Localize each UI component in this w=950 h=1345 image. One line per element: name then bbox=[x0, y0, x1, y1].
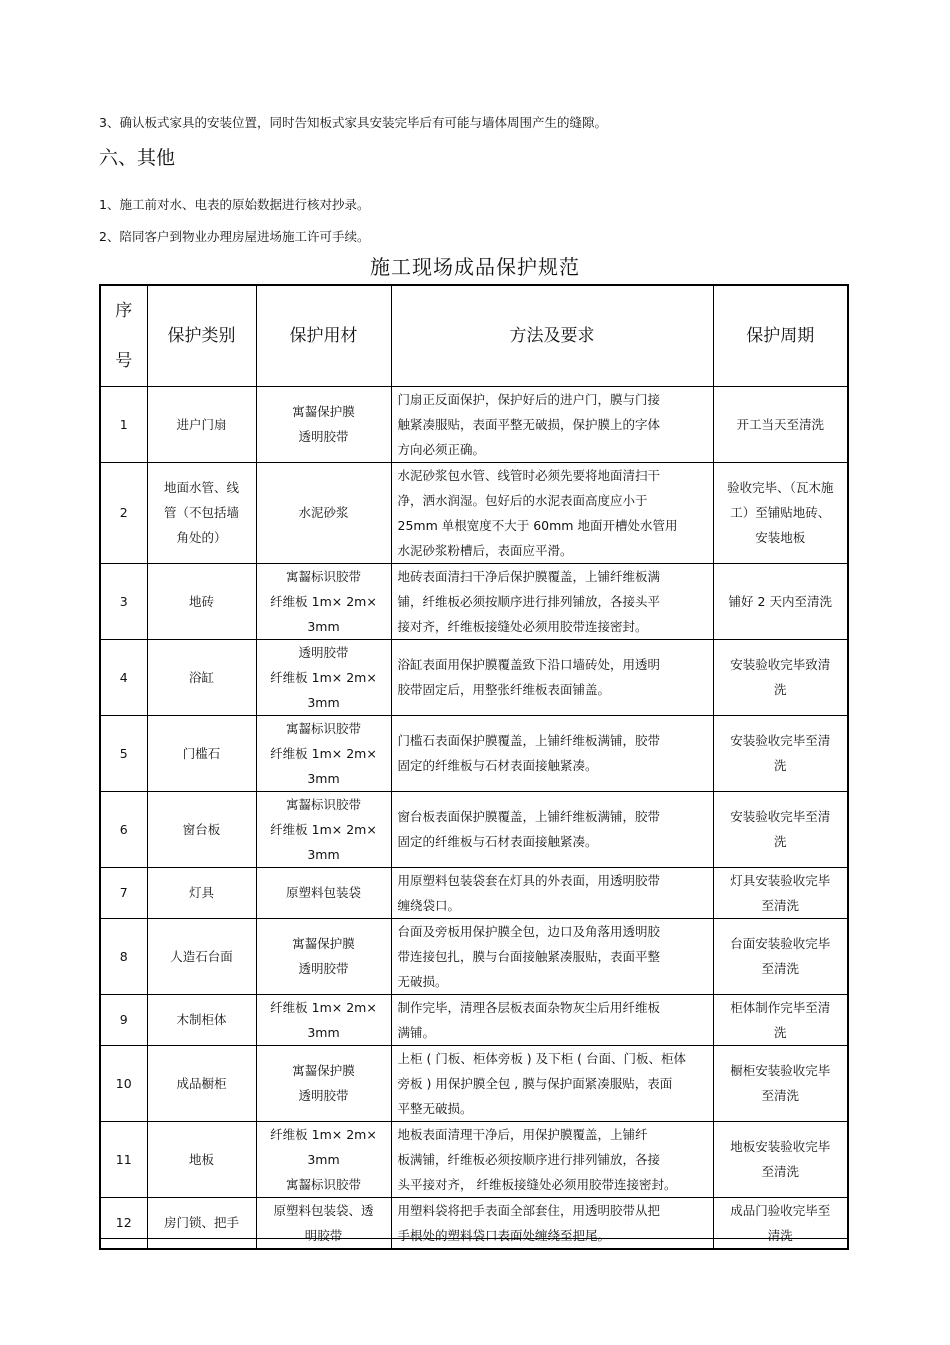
table-row bbox=[100, 639, 848, 715]
period-line: 开工当天至清洗 bbox=[736, 416, 824, 432]
table-row bbox=[100, 715, 848, 791]
period-line: 验收完毕、（瓦木施 bbox=[727, 480, 834, 495]
cell-method bbox=[391, 791, 713, 867]
category-line: 窗台板 bbox=[182, 821, 221, 837]
method-line: 固定的纤维板与石材表面接触紧凑。 bbox=[397, 758, 598, 773]
method-line: 固定的纤维板与石材表面接触紧凑。 bbox=[397, 834, 598, 849]
row-number: 5 bbox=[100, 715, 147, 791]
category-line: 木制柜体 bbox=[176, 1012, 227, 1027]
table-row bbox=[100, 791, 848, 867]
table-header-row bbox=[100, 285, 848, 386]
cell-method bbox=[391, 563, 713, 639]
material-line: 纤维板 1m× 2m× bbox=[270, 593, 377, 609]
method-line: 手根处的塑料袋口表面处缠绕至把尾。 bbox=[397, 1227, 611, 1243]
table-row bbox=[100, 867, 848, 918]
material-line: 明胶带 bbox=[304, 1227, 343, 1243]
bottom-rule bbox=[99, 1238, 847, 1239]
cell-period bbox=[713, 918, 848, 994]
material-line: 透明胶带 bbox=[298, 961, 349, 976]
cell-category bbox=[147, 563, 256, 639]
row-number: 6 bbox=[100, 791, 147, 867]
material-line: 纤维板 1m× 2m× bbox=[270, 999, 377, 1015]
header-material: 保护用材 bbox=[256, 285, 391, 386]
method-line: 满铺。 bbox=[397, 1024, 436, 1040]
category-line: 灯具 bbox=[188, 885, 214, 900]
row-number: 9 bbox=[100, 994, 147, 1045]
row-number: 12 bbox=[100, 1197, 147, 1249]
cell-category bbox=[147, 386, 256, 462]
method-line: 上柜 ( 门板、柜体旁板 ) 及下柜 ( 台面、门板、柜体 bbox=[397, 1050, 686, 1066]
cell-material bbox=[256, 386, 391, 462]
cell-period bbox=[713, 715, 848, 791]
row-number: 10 bbox=[100, 1045, 147, 1121]
cell-period bbox=[713, 867, 848, 918]
period-line: 安装验收完毕至清 bbox=[730, 733, 831, 748]
cell-category bbox=[147, 1045, 256, 1121]
period-line: 洗 bbox=[773, 758, 787, 773]
cell-period bbox=[713, 1045, 848, 1121]
period-line: 至清洗 bbox=[761, 897, 799, 913]
method-line: 用塑料袋将把手表面全部套住，用透明胶带从把 bbox=[397, 1202, 661, 1218]
material-line: 寓齧标识胶带 bbox=[285, 568, 361, 584]
cell-material bbox=[256, 1121, 391, 1197]
cell-material bbox=[256, 563, 391, 639]
header-no-line-1: 序 bbox=[115, 300, 133, 321]
method-line: 平整无破损。 bbox=[397, 1100, 473, 1116]
material-line: 透明胶带 bbox=[298, 644, 349, 660]
cell-material bbox=[256, 1045, 391, 1121]
table-row bbox=[100, 1045, 848, 1121]
header-category: 保护类别 bbox=[147, 285, 256, 386]
cell-category bbox=[147, 715, 256, 791]
cell-method bbox=[391, 1197, 713, 1249]
cell-period bbox=[713, 386, 848, 462]
method-line: 门槛石表面保护膜覆盖，上铺纤维板满铺，胶带 bbox=[397, 733, 661, 748]
material-line: 水泥砂浆 bbox=[298, 505, 349, 520]
intro-item-3: 3、确认板式家具的安装位置，同时告知板式家具安装完毕后有可能与墙体周围产生的缝隙。 bbox=[99, 115, 607, 130]
cell-method bbox=[391, 715, 713, 791]
cell-period bbox=[713, 1197, 848, 1249]
material-line: 3mm bbox=[307, 694, 340, 710]
category-line: 进户门扇 bbox=[176, 416, 227, 432]
cell-period bbox=[713, 639, 848, 715]
material-line: 3mm bbox=[307, 1024, 340, 1040]
period-line: 安装地板 bbox=[755, 530, 806, 545]
row-number: 4 bbox=[100, 639, 147, 715]
material-line: 3mm bbox=[307, 846, 340, 862]
method-line: 地砖表面清扫干净后保护膜覆盖，上铺纤维板满 bbox=[397, 568, 661, 584]
period-line: 洗 bbox=[773, 834, 787, 849]
cell-category bbox=[147, 1197, 256, 1249]
cell-period bbox=[713, 1121, 848, 1197]
period-line: 洗 bbox=[773, 1024, 787, 1040]
method-line: 用原塑料包装袋套在灯具的外表面，用透明胶带 bbox=[397, 872, 661, 888]
method-line: 头平接对齐， 纤维板接缝处必须用胶带连接密封。 bbox=[397, 1176, 677, 1192]
cell-category bbox=[147, 994, 256, 1045]
period-line: 安装验收完毕致清 bbox=[730, 657, 831, 672]
material-line: 纤维板 1m× 2m× bbox=[270, 745, 377, 761]
method-line: 浴缸表面用保护膜覆盖致下沿口墙砖处，用透明 bbox=[397, 657, 661, 672]
row-number: 2 bbox=[100, 462, 147, 563]
period-line: 洗 bbox=[773, 682, 787, 697]
method-line: 铺，纤维板必须按顺序进行排列铺放，各接头平 bbox=[397, 593, 661, 609]
table-row bbox=[100, 994, 848, 1045]
cell-category bbox=[147, 918, 256, 994]
row-number: 1 bbox=[100, 386, 147, 462]
period-line: 至清洗 bbox=[761, 1164, 799, 1179]
table-row bbox=[100, 1121, 848, 1197]
method-line: 旁板 ) 用保护膜全包 , 膜与保护面紧凑服贴，表面 bbox=[397, 1075, 673, 1091]
period-line: 地板安装验收完毕 bbox=[730, 1139, 831, 1154]
method-line: 水泥砂浆粉槽后，表面应平滑。 bbox=[397, 542, 573, 558]
method-line: 无破损。 bbox=[397, 973, 448, 989]
method-line: 触紧凑服贴，表面平整无破损，保护膜上的字体 bbox=[397, 416, 661, 432]
header-period: 保护周期 bbox=[713, 285, 848, 386]
period-line: 至清洗 bbox=[761, 1088, 799, 1103]
material-line: 原塑料包装袋 bbox=[285, 885, 361, 900]
period-line: 台面安装验收完毕 bbox=[730, 936, 831, 951]
table-row bbox=[100, 1197, 848, 1249]
header-method: 方法及要求 bbox=[391, 285, 713, 386]
period-line: 灯具安装验收完毕 bbox=[730, 872, 831, 888]
method-line: 净，洒水润湿。包好后的水泥表面高度应小于 bbox=[397, 492, 648, 508]
method-line: 台面及旁板用保护膜全包，边口及角落用透明胶 bbox=[397, 923, 661, 939]
cell-category bbox=[147, 791, 256, 867]
material-line: 3mm bbox=[307, 618, 340, 634]
method-line: 窗台板表面保护膜覆盖，上铺纤维板满铺，胶带 bbox=[397, 809, 661, 824]
method-line: 板满铺，纤维板必须按顺序进行排列铺放，各接 bbox=[397, 1151, 661, 1167]
material-line: 寓齧标识胶带 bbox=[285, 720, 361, 736]
cell-category bbox=[147, 1121, 256, 1197]
cell-period bbox=[713, 462, 848, 563]
cell-method bbox=[391, 386, 713, 462]
cell-method bbox=[391, 1045, 713, 1121]
cell-material bbox=[256, 639, 391, 715]
table-title: 施工现场成品保护规范 bbox=[370, 255, 580, 279]
period-line: 至清洗 bbox=[761, 961, 799, 976]
period-line: 柜体制作完毕至清 bbox=[730, 999, 831, 1015]
method-line: 门扇正反面保护，保护好后的进户门，膜与门接 bbox=[397, 391, 661, 407]
method-line: 地板表面清理干净后，用保护膜覆盖，上铺纤 bbox=[397, 1126, 648, 1142]
row-number: 11 bbox=[100, 1121, 147, 1197]
category-line: 人造石台面 bbox=[170, 948, 233, 964]
section-title: 六、其他 bbox=[99, 147, 176, 169]
method-line: 25mm 单根宽度不大于 60mm 地面开槽处水管用 bbox=[397, 517, 678, 533]
material-line: 寓齧保护膜 bbox=[292, 404, 355, 419]
material-line: 3mm bbox=[307, 1151, 340, 1167]
material-line: 寓齧标识胶带 bbox=[285, 796, 361, 812]
cell-category bbox=[147, 462, 256, 563]
method-line: 缠绕袋口。 bbox=[397, 897, 461, 913]
cell-method bbox=[391, 918, 713, 994]
other-item-1: 1、施工前对水、电表的原始数据进行核对抄录。 bbox=[99, 197, 370, 212]
period-line: 铺好 2 天内至清洗 bbox=[728, 593, 832, 609]
header-no-line-2: 号 bbox=[115, 350, 133, 371]
period-line: 成品门验收完毕至 bbox=[730, 1202, 831, 1218]
table-row bbox=[100, 462, 848, 563]
method-line: 制作完毕，清理各层板表面杂物灰尘后用纤维板 bbox=[397, 999, 661, 1015]
cell-material bbox=[256, 791, 391, 867]
category-line: 管（不包括墙 bbox=[163, 505, 239, 520]
cell-method bbox=[391, 639, 713, 715]
cell-material bbox=[256, 994, 391, 1045]
material-line: 纤维板 1m× 2m× bbox=[270, 1126, 377, 1142]
header-no bbox=[100, 285, 147, 386]
row-number: 3 bbox=[100, 563, 147, 639]
table-body bbox=[100, 386, 848, 1249]
cell-material bbox=[256, 918, 391, 994]
period-line: 安装验收完毕至清 bbox=[730, 809, 831, 824]
material-line: 纤维板 1m× 2m× bbox=[270, 669, 377, 685]
method-line: 方向必须正确。 bbox=[397, 441, 486, 457]
category-line: 地板 bbox=[188, 1151, 214, 1167]
category-line: 地砖 bbox=[188, 593, 214, 609]
method-line: 带连接包扎，膜与台面接触紧凑服贴，表面平整 bbox=[397, 948, 661, 964]
table-row bbox=[100, 563, 848, 639]
material-line: 纤维板 1m× 2m× bbox=[270, 821, 377, 837]
other-item-2: 2、陪同客户到物业办理房屋进场施工许可手续。 bbox=[99, 229, 370, 244]
material-line: 透明胶带 bbox=[298, 429, 349, 444]
cell-method bbox=[391, 994, 713, 1045]
period-line: 橱柜安装验收完毕 bbox=[730, 1063, 831, 1078]
row-number: 7 bbox=[100, 867, 147, 918]
category-line: 角处的） bbox=[176, 530, 227, 545]
cell-period bbox=[713, 791, 848, 867]
row-number: 8 bbox=[100, 918, 147, 994]
cell-material bbox=[256, 1197, 391, 1249]
cell-material bbox=[256, 867, 391, 918]
cell-method bbox=[391, 1121, 713, 1197]
category-line: 房门锁、把手 bbox=[163, 1215, 239, 1230]
cell-category bbox=[147, 639, 256, 715]
material-line: 原塑料包装袋、透 bbox=[273, 1202, 374, 1218]
cell-category bbox=[147, 867, 256, 918]
cell-period bbox=[713, 563, 848, 639]
cell-material bbox=[256, 462, 391, 563]
cell-method bbox=[391, 462, 713, 563]
material-line: 寓齧保护膜 bbox=[292, 1063, 355, 1078]
material-line: 寓齧保护膜 bbox=[292, 936, 355, 951]
category-line: 门槛石 bbox=[182, 745, 221, 761]
category-line: 地面水管、线 bbox=[163, 480, 239, 495]
method-line: 胶带固定后，用整张纤维板表面铺盖。 bbox=[397, 682, 611, 697]
cell-method bbox=[391, 867, 713, 918]
material-line: 透明胶带 bbox=[298, 1088, 349, 1103]
material-line: 3mm bbox=[307, 770, 340, 786]
table-row bbox=[100, 918, 848, 994]
category-line: 浴缸 bbox=[188, 669, 214, 685]
period-line: 清洗 bbox=[767, 1227, 793, 1243]
cell-period bbox=[713, 994, 848, 1045]
category-line: 成品橱柜 bbox=[176, 1075, 227, 1091]
method-line: 接对齐，纤维板接缝处必须用胶带连接密封。 bbox=[397, 618, 648, 634]
table-row bbox=[100, 386, 848, 462]
cell-material bbox=[256, 715, 391, 791]
protection-spec-table bbox=[99, 284, 849, 1250]
material-line: 寓齧标识胶带 bbox=[285, 1176, 361, 1192]
method-line: 水泥砂浆包水管、线管时必须先要将地面清扫干 bbox=[397, 467, 661, 483]
period-line: 工）至铺贴地砖、 bbox=[730, 505, 831, 520]
